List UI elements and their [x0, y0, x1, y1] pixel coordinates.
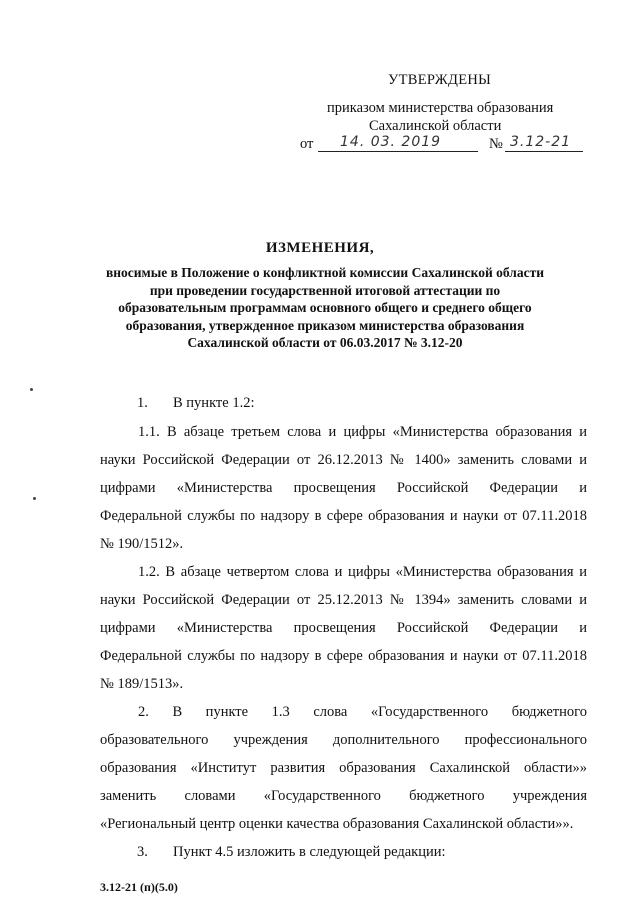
- item-1-1-line: 1.1. В абзаце третьем слова и цифры «Министерства образования и: [138, 424, 587, 440]
- subheading-line: вносимые в Положение о конфликтной комиссии Сахалинской области: [105, 265, 545, 280]
- item-1-2-line: науки Российской Федерации от 25.12.2013 № 1394» заменить словами и: [100, 592, 587, 608]
- date-value: 14. 03. 2019: [340, 134, 442, 150]
- subheading-line: образования, утвержденное приказом министерства образования: [125, 317, 525, 333]
- item-1-1-line: цифрами «Министерства просвещения Российской Федерации и: [100, 480, 587, 496]
- item-3-number: 3.: [137, 844, 148, 860]
- item-1-2-line: № 189/1513».: [100, 676, 184, 692]
- item-1-text: В пункте 1.2:: [173, 395, 255, 411]
- scan-mark: [33, 497, 36, 500]
- item-2-line: «Региональный центр оценки качества образования Сахалинской области»».: [100, 816, 574, 832]
- approval-title: УТВЕРЖДЕНЫ: [388, 72, 492, 88]
- approval-line-1: приказом министерства образования: [327, 100, 554, 116]
- document-heading: ИЗМЕНЕНИЯ,: [265, 240, 375, 256]
- item-1-2-line: Федеральной службы по надзору в сфере образования и науки от 07.11.2018: [100, 648, 587, 664]
- subheading-line: образовательным программам основного общего и среднего общего: [118, 300, 532, 315]
- item-1-2-line: 1.2. В абзаце четвертом слова и цифры «Министерства образования и: [138, 564, 587, 580]
- subheading-line: Сахалинской области от 06.03.2017 № 3.12-20: [187, 335, 463, 350]
- scan-mark: [30, 388, 33, 391]
- item-2-line: 2. В пункте 1.3 слова «Государственного бюджетного: [138, 704, 587, 720]
- subheading-line: при проведении государственной итоговой аттестации по: [149, 282, 501, 298]
- number-value: 3.12-21: [510, 134, 572, 150]
- approval-line-2: Сахалинской области: [369, 118, 502, 134]
- item-1-2-line: цифрами «Министерства просвещения Российской Федерации и: [100, 620, 587, 636]
- item-2-line: образовательного учреждения дополнительного профессионального: [100, 732, 587, 748]
- date-prefix: от: [300, 136, 314, 152]
- number-prefix: №: [489, 136, 503, 152]
- item-1-1-line: Федеральной службы по надзору в сфере образования и науки от 07.11.2018: [100, 508, 587, 524]
- item-3-text: Пункт 4.5 изложить в следующей редакции:: [173, 844, 446, 860]
- document-body: [100, 0, 587, 905]
- document-footer-code: 3.12-21 (п)(5.0): [100, 880, 178, 894]
- item-2-line: образования «Институт развития образования Сахалинской области»»: [100, 760, 587, 776]
- item-1-number: 1.: [137, 395, 148, 411]
- item-2-line: заменить словами «Государственного бюджетного учреждения: [100, 788, 587, 804]
- item-1-1-line: науки Российской Федерации от 26.12.2013 № 1400» заменить словами и: [100, 452, 587, 468]
- item-1-1-line: № 190/1512».: [100, 536, 184, 552]
